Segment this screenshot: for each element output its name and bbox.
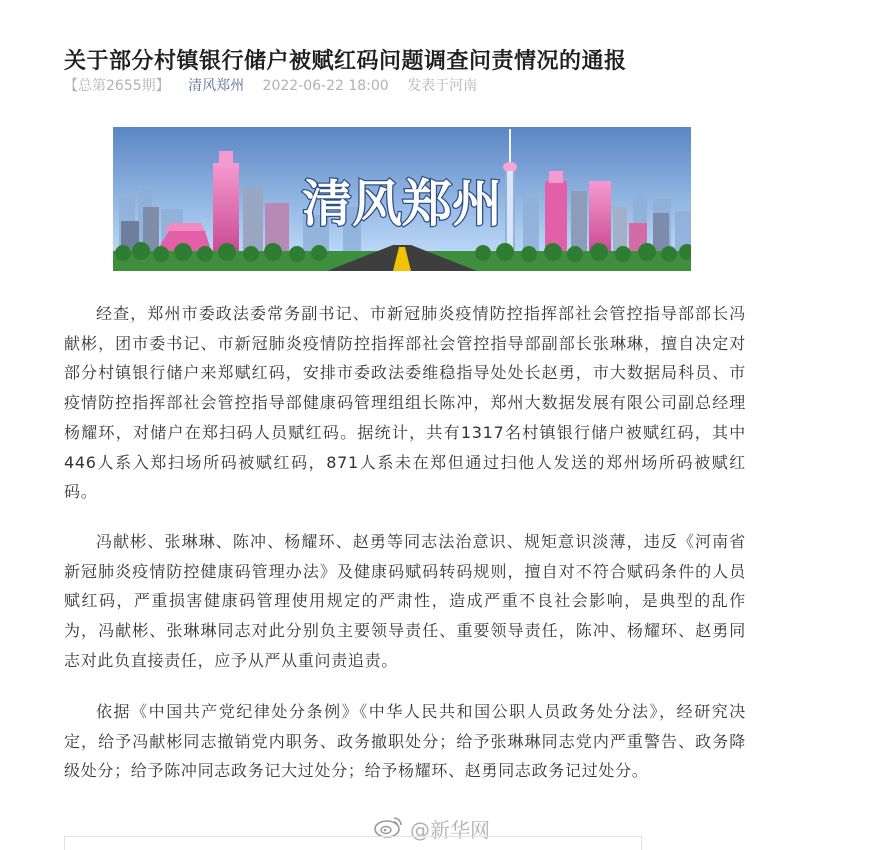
banner-title: 清风郑州 [302, 175, 502, 233]
publish-location: 发表于河南 [407, 78, 478, 94]
paragraph-decision: 依据《中国共产党纪律处分条例》《中华人民共和国公职人员政务处分法》，经研究决定，给予冯献彬同志撤销党内职务、政务撤职处分；给予张琳琳同志党内严重警告、政务降级处分；给予陈冲同志政务记大过处分；给予杨耀环、赵勇同志政务记过处分。 [64, 702, 746, 781]
paragraph-responsibility: 冯献彬、张琳琳、陈冲、杨耀环、赵勇等同志法治意识、规矩意识淡薄，违反《河南省新冠肺炎疫情防控健康码管理办法》及健康码赋码转码规则，擅自对不符合赋码条件的人员赋红码，严重损害健康码管理使用规定的严肃性，造成严重不良社会影响，是典型的乱作为，冯献彬、张琳琳同志对此分别负主要领导责任、重要领导责任，陈冲、杨耀环、赵勇同志对此负直接责任，应予从严从重问责追责。 [64, 532, 746, 670]
watermark-text: @新华网 [410, 817, 490, 842]
publish-datetime: 2022-06-22 18:00 [262, 78, 389, 94]
banner-image [113, 127, 691, 271]
article-title: 关于部分村镇银行储户被赋红码问题调查问责情况的通报 [64, 48, 627, 74]
issue-number: 【总第2655期】 [64, 78, 170, 94]
account-name-link[interactable]: 清风郑州 [188, 78, 245, 94]
article-meta [64, 74, 491, 98]
paragraph-findings: 经查，郑州市委政法委常务副书记、市新冠肺炎疫情防控指挥部社会管控指导部部长冯献彬，团市委书记、市新冠肺炎疫情防控指挥部社会管控指导部副部长张琳琳，擅自决定对部分村镇银行储户来郑赋红码，安排市委政法委维稳指导处处长赵勇，市大数据局科员、市疫情防控指挥部社会管控指导部健康码管理组组长陈冲，郑州大数据发展有限公司副总经理杨耀环，对储户在郑扫码人员赋红码。据统计，共有1317名村镇银行储户被赋红码，其中446人系入郑扫场所码被赋红码，871人系未在郑但通过扫他人发送的郑州场所码被赋红码。 [64, 304, 746, 502]
